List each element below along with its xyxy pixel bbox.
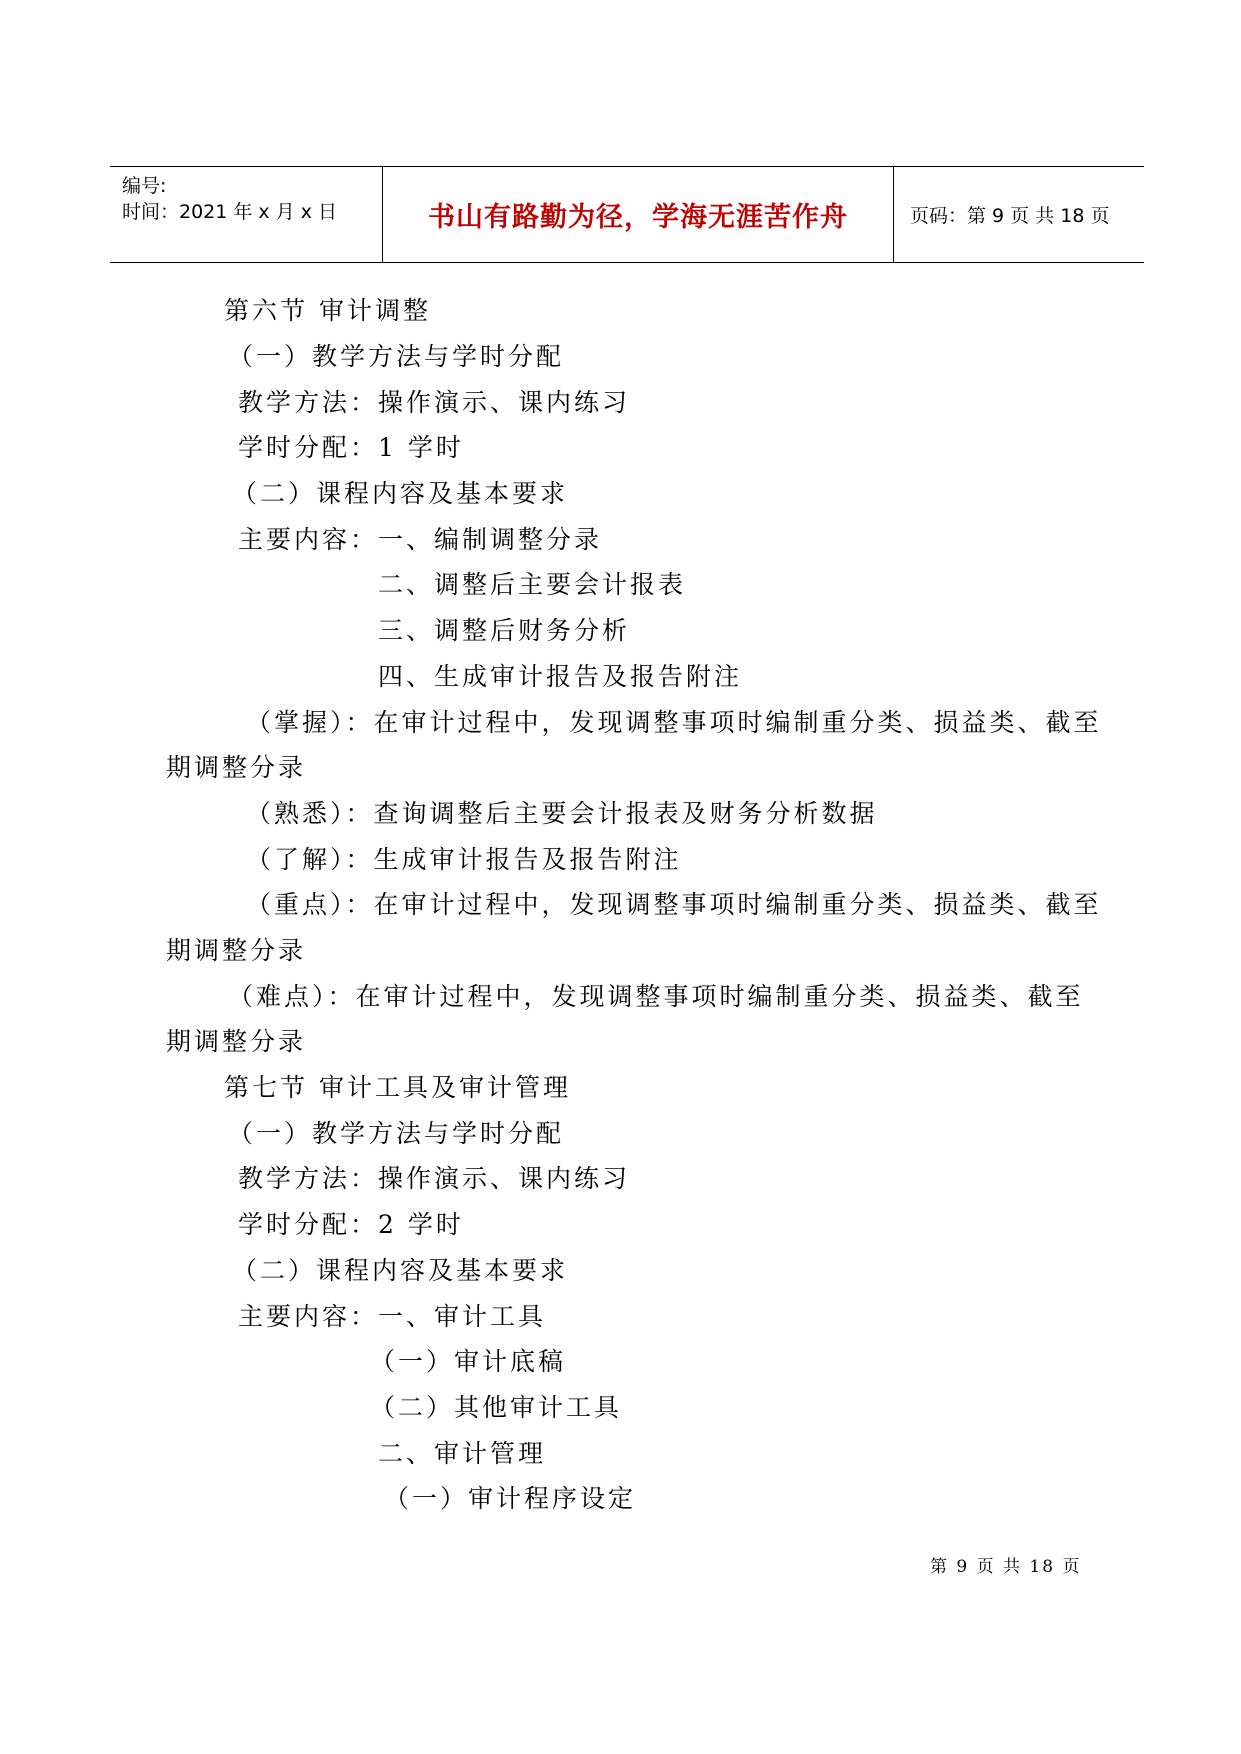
- difficulty-requirement: （难点）：在审计过程中，发现调整事项时编制重分类、损益类、截至: [228, 982, 1084, 1011]
- subsection-course-content-heading: （二）课程内容及基本要求: [232, 479, 569, 508]
- header-info-cell: [110, 167, 382, 262]
- main-content-item: 四、生成审计报告及报告附注: [378, 662, 743, 691]
- subsection-course-content-heading: （二）课程内容及基本要求: [232, 1256, 569, 1285]
- main-content-subitem: （二）其他审计工具: [370, 1393, 623, 1422]
- teaching-method-text: 教学方法：操作演示、课内练习: [238, 388, 631, 417]
- section-seven-heading: 第七节 审计工具及审计管理: [224, 1073, 571, 1102]
- document-time-label: 时间：2021 年 x 月 x 日: [122, 201, 338, 223]
- header-motto-cell: [382, 167, 894, 262]
- subsection-teaching-method-heading: （一）教学方法与学时分配: [228, 342, 565, 371]
- main-content-subitem: （一）审计底稿: [370, 1347, 567, 1376]
- header-page-cell: [894, 167, 1144, 262]
- subsection-teaching-method-heading: （一）教学方法与学时分配: [228, 1119, 565, 1148]
- mastery-requirement-continued: 期调整分录: [166, 753, 307, 782]
- document-number-label: 编号:: [122, 175, 167, 197]
- familiarity-requirement: （熟悉）：查询调整后主要会计报表及财务分析数据: [246, 799, 878, 828]
- hours-allocation-text: 学时分配：1 学时: [238, 433, 464, 462]
- header-page-code: 页码：第 9 页 共 18 页: [910, 205, 1110, 227]
- mastery-requirement: （掌握）：在审计过程中，发现调整事项时编制重分类、损益类、截至: [246, 708, 1102, 737]
- header-motto: 书山有路勤为径，学海无涯苦作舟: [428, 202, 848, 233]
- main-content-item: 二、审计管理: [378, 1439, 547, 1468]
- section-six-heading: 第六节 审计调整: [224, 296, 431, 325]
- difficulty-requirement-continued: 期调整分录: [166, 1027, 307, 1056]
- main-content-item: 二、调整后主要会计报表: [378, 570, 687, 599]
- main-content-subitem: （一）审计程序设定: [384, 1484, 637, 1513]
- page-header: [110, 166, 1144, 263]
- page-footer-number: 第 9 页 共 18 页: [930, 1557, 1082, 1577]
- teaching-method-text: 教学方法：操作演示、课内练习: [238, 1164, 631, 1193]
- understanding-requirement: （了解）：生成审计报告及报告附注: [246, 845, 682, 874]
- main-content-item: 主要内容：一、审计工具: [238, 1302, 547, 1331]
- main-content-item: 三、调整后财务分析: [378, 616, 631, 645]
- hours-allocation-text: 学时分配：2 学时: [238, 1210, 464, 1239]
- main-content-item: 主要内容：一、编制调整分录: [238, 525, 603, 554]
- key-point-requirement-continued: 期调整分录: [166, 936, 307, 965]
- key-point-requirement: （重点）：在审计过程中，发现调整事项时编制重分类、损益类、截至: [246, 890, 1102, 919]
